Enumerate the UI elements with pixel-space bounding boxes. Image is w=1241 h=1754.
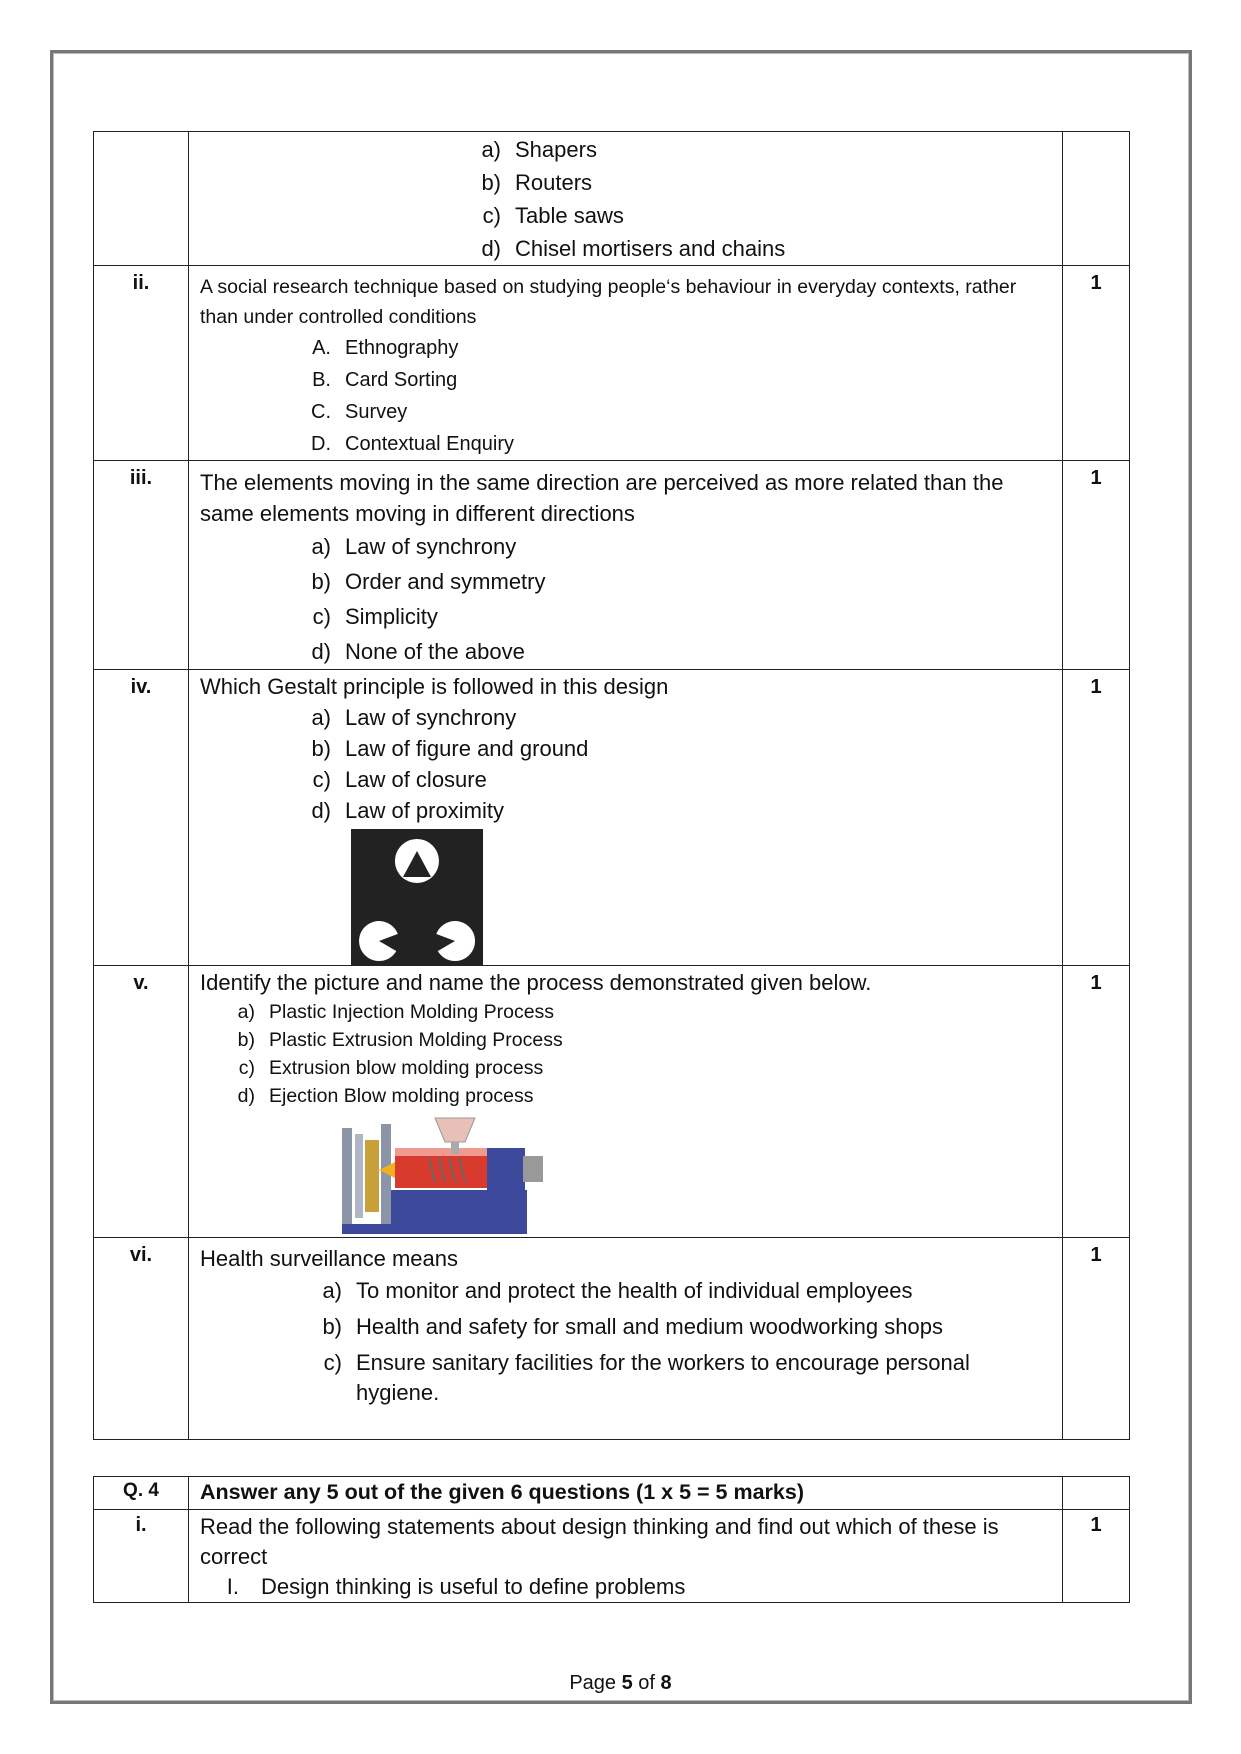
option: d) None of the above <box>311 639 525 664</box>
question-table-4 <box>93 1476 1130 1603</box>
option: c) Law of closure <box>312 767 487 792</box>
table-row <box>94 132 1130 266</box>
option: a) Law of synchrony <box>311 705 517 730</box>
question-number: iii. <box>94 461 189 670</box>
options-list <box>189 1276 1062 1408</box>
table-row <box>94 1477 1130 1510</box>
option: b) Law of figure and ground <box>311 736 589 761</box>
options-list <box>189 132 1062 265</box>
option: c) Extrusion blow molding process <box>238 1057 544 1079</box>
question-stem: Which Gestalt principle is followed in this design <box>200 674 669 699</box>
table-row <box>94 670 1130 966</box>
marks: 1 <box>1063 670 1130 966</box>
marks: 1 <box>1063 266 1130 461</box>
option: b) Health and safety for small and medium woodworking shops <box>322 1314 943 1339</box>
option: b) Order and symmetry <box>311 569 546 594</box>
option: b) Plastic Extrusion Molding Process <box>237 1029 563 1051</box>
options-list <box>189 702 1062 826</box>
option: I. Design thinking is useful to define problems <box>226 1574 686 1599</box>
page-number: Page 5 of 8 <box>569 1672 672 1694</box>
option: a) Plastic Injection Molding Process <box>237 1001 555 1023</box>
option: A. Ethnography <box>312 337 459 359</box>
option: D. Contextual Enquiry <box>311 433 514 455</box>
table-row <box>94 461 1130 670</box>
question-stem: The elements moving in the same direction are perceived as more related than the same elements moving in different directions <box>200 470 1004 526</box>
table-row <box>94 1238 1130 1440</box>
option: c) Ensure sanitary facilities for the workers to encourage personal hygiene. <box>323 1350 970 1405</box>
section-heading: Answer any 5 out of the given 6 questions (1 x 5 = 5 marks) <box>189 1477 1063 1510</box>
gestalt-closure-figure <box>351 829 483 965</box>
question-number: v. <box>94 966 189 1238</box>
option: c) Table saws <box>482 203 624 228</box>
table-row <box>94 1510 1130 1603</box>
options-list <box>189 1572 1062 1602</box>
option: a) Law of synchrony <box>311 534 517 559</box>
question-number: vi. <box>94 1238 189 1440</box>
option: a) Shapers <box>481 137 597 162</box>
question-stem: Read the following statements about design thinking and find out which of these is correct <box>200 1514 999 1569</box>
question-stem: Health surveillance means <box>200 1246 459 1271</box>
question-number: iv. <box>94 670 189 966</box>
question-table-3 <box>93 131 1130 1440</box>
option: b) Routers <box>481 170 593 195</box>
option: a) To monitor and protect the health of individual employees <box>322 1278 913 1303</box>
option: C. Survey <box>311 401 408 423</box>
options-list <box>189 998 1062 1110</box>
option: c) Simplicity <box>312 604 438 629</box>
option: d) Chisel mortisers and chains <box>481 236 786 261</box>
table-row <box>94 966 1130 1238</box>
question-stem: Identify the picture and name the process demonstrated given below. <box>200 970 872 995</box>
marks: 1 <box>1063 461 1130 670</box>
option: d) Law of proximity <box>311 798 504 823</box>
injection-molding-machine-illustration <box>337 1112 562 1236</box>
table-row <box>94 266 1130 461</box>
option: d) Ejection Blow molding process <box>237 1085 534 1107</box>
options-list <box>189 332 1062 460</box>
question-number: i. <box>94 1510 189 1603</box>
section-number: Q. 4 <box>94 1477 189 1510</box>
options-list <box>189 529 1062 669</box>
question-number: ii. <box>94 266 189 461</box>
marks: 1 <box>1063 1510 1130 1603</box>
question-stem: A social research technique based on studying people‘s behaviour in everyday contexts, rather than under controlled conditions <box>200 276 1017 328</box>
option: B. Card Sorting <box>312 369 458 391</box>
marks: 1 <box>1063 1238 1130 1440</box>
marks: 1 <box>1063 966 1130 1238</box>
